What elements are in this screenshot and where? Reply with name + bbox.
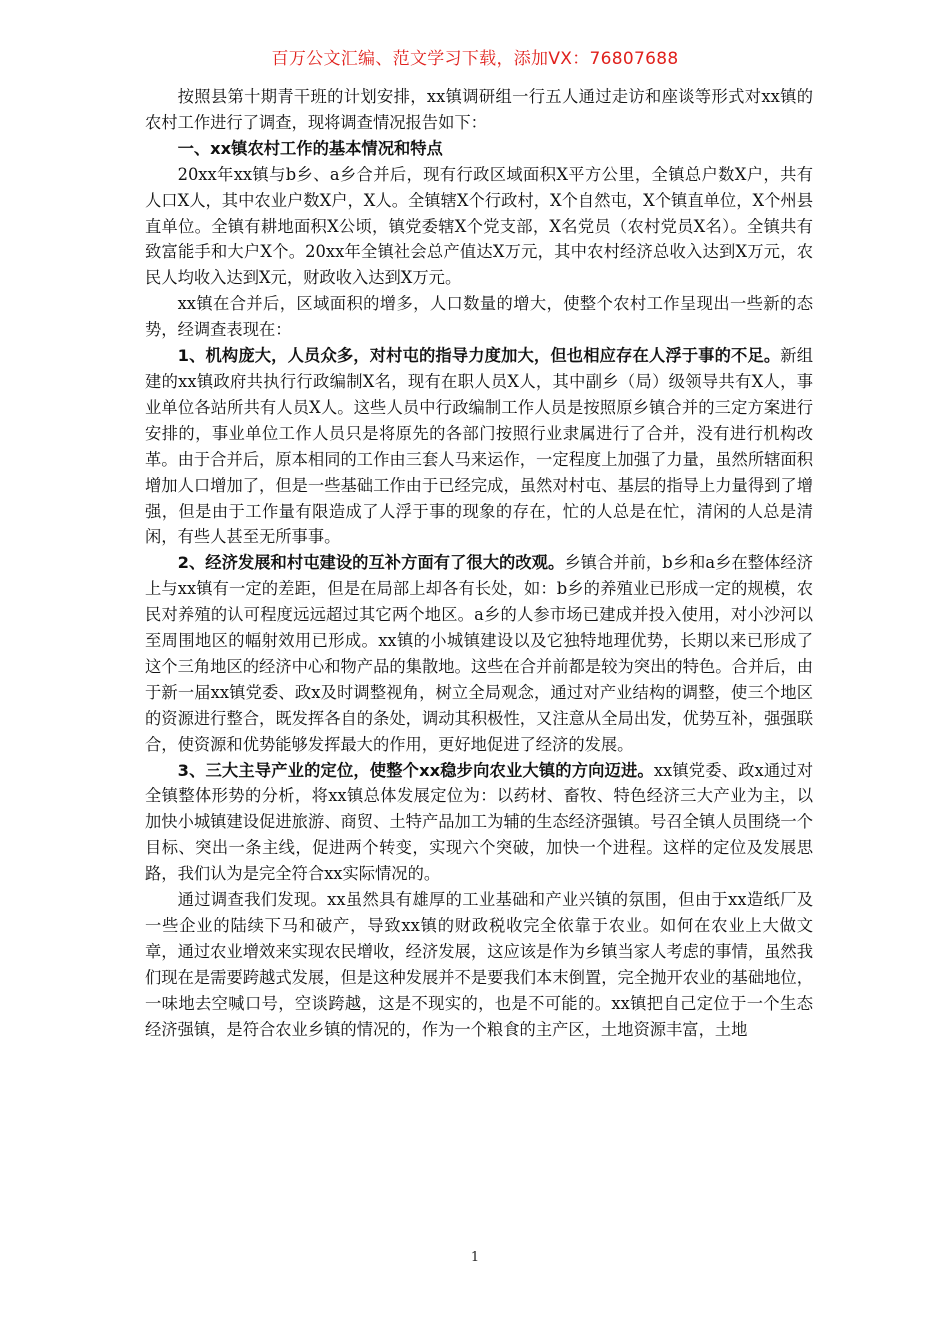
section-heading: 一、xx镇农村工作的基本情况和特点 <box>177 138 443 158</box>
paragraph-findings: 通过调查我们发现。xx虽然具有雄厚的工业基础和产业兴镇的氛围，但由于xx造纸厂及一些企业的陆续下马和破产，导致xx镇的财政税收完全依靠于农业。如何在农业上大做文章，通过农业增效来实现农民增收，经济发展，这应该是作为乡镇当家人考虑的事情，虽然我们现在是需要跨越式发展，但是这种发展并不是要我们本末倒置，完全抛开农业的基础地位，一味地去空喊口号，空谈跨越，这是不现实的，也是不可能的。xx镇把自己定位于一个生态经济强镇，是符合农业乡镇的情况的，作为一个粮食的主产区，土地资源丰富，土地 <box>145 890 813 1039</box>
paragraph-point-2: 2、经济发展和村屯建设的互补方面有了很大的改观。乡镇合并前，b乡和a乡在整体经济上与xx镇有一定的差距，但是在局部上却各有长处，如：b乡的养殖业已形成一定的规模，农民对养殖的认可程度远远超过其它两个地区。a乡的人参市场已建成并投入使用，对小沙河以至周围地区的幅射效用已形成。xx镇的小城镇建设以及它独特地理优势，长期以来已形成了这个三角地区的经济中心和物产品的集散地。这些在合并前都是较为突出的特色。合并后，由于新一届xx镇党委、政x及时调整视角，树立全局观念，通过对产业结构的调整，使三个地区的资源进行整合，既发挥各自的条处，调动其积极性，又注意从全局出发，优势互补，强强联合，使资源和优势能够发挥最大的作用，更好地促进了经济的发展。 <box>145 553 813 754</box>
paragraph-new-trends: xx镇在合并后，区域面积的增多，人口数量的增大，使整个农村工作呈现出一些新的态势，经调查表现在： <box>145 294 813 340</box>
paragraph-point-3: 3、三大主导产业的定位，使整个xx稳步向农业大镇的方向迈进。xx镇党委、政x通过对全镇整体形势的分析，将xx镇总体发展定位为：以药材、畜牧、特色经济三大产业为主，以加快小城镇建设促进旅游、商贸、土特产品加工为辅的生态经济强镇。号召全镇人员围绕一个目标、突出一条主线，促进两个转变，实现六个突破，加快一个进程。这样的定位及发展思路，我们认为是完全符合xx实际情况的。 <box>145 760 813 884</box>
page-number: 1 <box>470 1250 480 1265</box>
paragraph-basic-situation: 20xx年xx镇与b乡、a乡合并后，现有行政区域面积X平方公里，全镇总户数X户，共有人口X人，其中农业户数X户，X人。全镇辖X个行政村，X个自然屯，X个镇直单位，X个州县直单位。全镇有耕地面积X公顷，镇党委辖X个党支部，X名党员（农村党员X名）。全镇共有致富能手和大户X个。20xx年全镇社会总产值达X万元，其中农村经济总收入达到X万元，农民人均收入达到X元，财政收入达到X万元。 <box>145 164 813 288</box>
paragraph-point-1: 1、机构庞大，人员众多，对村屯的指导力度加大，但也相应存在人浮于事的不足。新组建的xx镇政府共执行行政编制X名，现有在职人员X人，其中副乡（局）级领导共有X人，事业单位各站所共有人员X人。这些人员中行政编制工作人员是按照原乡镇合并的三定方案进行安排的，事业单位工作人员只是将原先的各部门按照行业隶属进行了合并，没有进行机构改革。由于合并后，原本相同的工作由三套人马来运作，一定程度上加强了力量，虽然所辖面积增加人口增加了，但是一些基础工作由于已经完成，虽然对村屯、基层的指导上力量得到了增强，但是由于工作量有限造成了人浮于事的现象的存在，忙的人总是在忙，清闲的人总是清闲，有些人甚至无所事事。 <box>145 346 813 547</box>
document-body <box>145 84 813 1043</box>
page-header: 百万公文汇编、范文学习下载，添加VX：76807688 <box>271 49 679 69</box>
paragraph-intro: 按照县第十期青干班的计划安排，xx镇调研组一行五人通过走访和座谈等形式对xx镇的农村工作进行了调查，现将调查情况报告如下： <box>145 87 813 132</box>
